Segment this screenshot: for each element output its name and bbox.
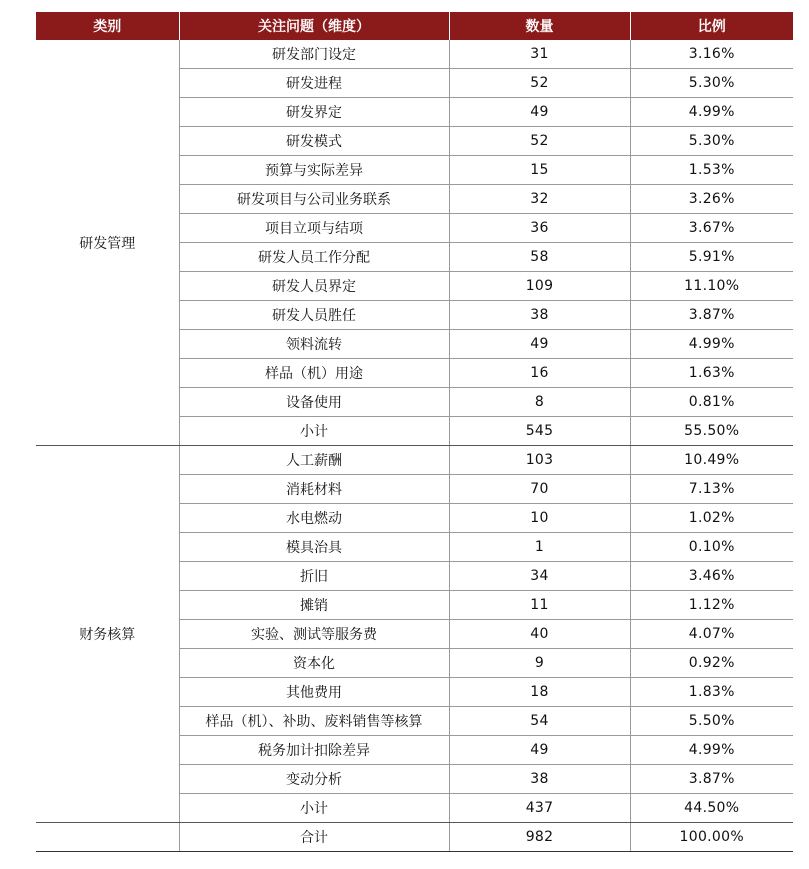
ratio-cell: 4.99% (630, 736, 793, 765)
issue-cell: 研发界定 (179, 98, 449, 127)
total-ratio-cell: 100.00% (630, 823, 793, 852)
count-cell: 11 (449, 591, 630, 620)
ratio-cell: 1.63% (630, 359, 793, 388)
ratio-cell: 5.91% (630, 243, 793, 272)
total-category-cell (36, 823, 179, 852)
issue-cell: 研发模式 (179, 127, 449, 156)
count-cell: 16 (449, 359, 630, 388)
issue-cell: 消耗材料 (179, 475, 449, 504)
issue-cell: 研发部门设定 (179, 40, 449, 69)
count-cell: 34 (449, 562, 630, 591)
count-cell: 8 (449, 388, 630, 417)
count-cell: 36 (449, 214, 630, 243)
issue-cell: 项目立项与结项 (179, 214, 449, 243)
total-count-cell: 982 (449, 823, 630, 852)
count-cell: 103 (449, 446, 630, 475)
ratio-cell: 4.99% (630, 98, 793, 127)
issue-cell: 设备使用 (179, 388, 449, 417)
statistics-table-container (36, 12, 793, 852)
count-cell: 54 (449, 707, 630, 736)
issue-cell: 折旧 (179, 562, 449, 591)
count-cell: 545 (449, 417, 630, 446)
ratio-cell: 4.07% (630, 620, 793, 649)
count-cell: 38 (449, 301, 630, 330)
count-cell: 9 (449, 649, 630, 678)
ratio-cell: 11.10% (630, 272, 793, 301)
ratio-cell: 0.10% (630, 533, 793, 562)
category-cell: 研发管理 (36, 40, 179, 446)
ratio-cell: 5.30% (630, 69, 793, 98)
issue-cell: 人工薪酬 (179, 446, 449, 475)
count-cell: 70 (449, 475, 630, 504)
issue-cell: 其他费用 (179, 678, 449, 707)
ratio-cell: 7.13% (630, 475, 793, 504)
count-cell: 31 (449, 40, 630, 69)
issue-cell: 实验、测试等服务费 (179, 620, 449, 649)
issue-cell: 资本化 (179, 649, 449, 678)
ratio-cell: 1.02% (630, 504, 793, 533)
table-body (36, 40, 793, 852)
issue-cell: 小计 (179, 794, 449, 823)
count-cell: 1 (449, 533, 630, 562)
issue-cell: 摊销 (179, 591, 449, 620)
ratio-cell: 55.50% (630, 417, 793, 446)
count-cell: 437 (449, 794, 630, 823)
ratio-cell: 1.83% (630, 678, 793, 707)
issue-cell: 税务加计扣除差异 (179, 736, 449, 765)
issue-cell: 样品（机）用途 (179, 359, 449, 388)
issue-cell: 水电燃动 (179, 504, 449, 533)
issue-statistics-table (36, 12, 793, 852)
ratio-cell: 3.16% (630, 40, 793, 69)
issue-cell: 研发项目与公司业务联系 (179, 185, 449, 214)
count-cell: 58 (449, 243, 630, 272)
count-cell: 32 (449, 185, 630, 214)
count-cell: 49 (449, 736, 630, 765)
count-cell: 40 (449, 620, 630, 649)
issue-cell: 小计 (179, 417, 449, 446)
ratio-cell: 3.67% (630, 214, 793, 243)
header-count: 数量 (449, 12, 630, 40)
ratio-cell: 5.50% (630, 707, 793, 736)
issue-cell: 领料流转 (179, 330, 449, 359)
ratio-cell: 1.12% (630, 591, 793, 620)
issue-cell: 模具治具 (179, 533, 449, 562)
ratio-cell: 3.87% (630, 301, 793, 330)
issue-cell: 样品（机）、补助、废料销售等核算 (179, 707, 449, 736)
ratio-cell: 3.87% (630, 765, 793, 794)
issue-cell: 研发人员界定 (179, 272, 449, 301)
header-issue: 关注问题（维度） (179, 12, 449, 40)
ratio-cell: 0.81% (630, 388, 793, 417)
ratio-cell: 4.99% (630, 330, 793, 359)
issue-cell: 研发人员工作分配 (179, 243, 449, 272)
ratio-cell: 3.46% (630, 562, 793, 591)
ratio-cell: 5.30% (630, 127, 793, 156)
count-cell: 49 (449, 98, 630, 127)
header-row (36, 12, 793, 40)
ratio-cell: 10.49% (630, 446, 793, 475)
issue-cell: 研发人员胜任 (179, 301, 449, 330)
header-category: 类别 (36, 12, 179, 40)
total-row (36, 823, 793, 852)
category-cell: 财务核算 (36, 446, 179, 823)
count-cell: 18 (449, 678, 630, 707)
count-cell: 52 (449, 69, 630, 98)
issue-cell: 变动分析 (179, 765, 449, 794)
table-header (36, 12, 793, 40)
table-row (36, 40, 793, 69)
total-label-cell: 合计 (179, 823, 449, 852)
ratio-cell: 1.53% (630, 156, 793, 185)
issue-cell: 预算与实际差异 (179, 156, 449, 185)
count-cell: 52 (449, 127, 630, 156)
count-cell: 38 (449, 765, 630, 794)
ratio-cell: 0.92% (630, 649, 793, 678)
issue-cell: 研发进程 (179, 69, 449, 98)
count-cell: 109 (449, 272, 630, 301)
count-cell: 49 (449, 330, 630, 359)
ratio-cell: 3.26% (630, 185, 793, 214)
count-cell: 10 (449, 504, 630, 533)
table-row (36, 446, 793, 475)
count-cell: 15 (449, 156, 630, 185)
header-ratio: 比例 (630, 12, 793, 40)
ratio-cell: 44.50% (630, 794, 793, 823)
